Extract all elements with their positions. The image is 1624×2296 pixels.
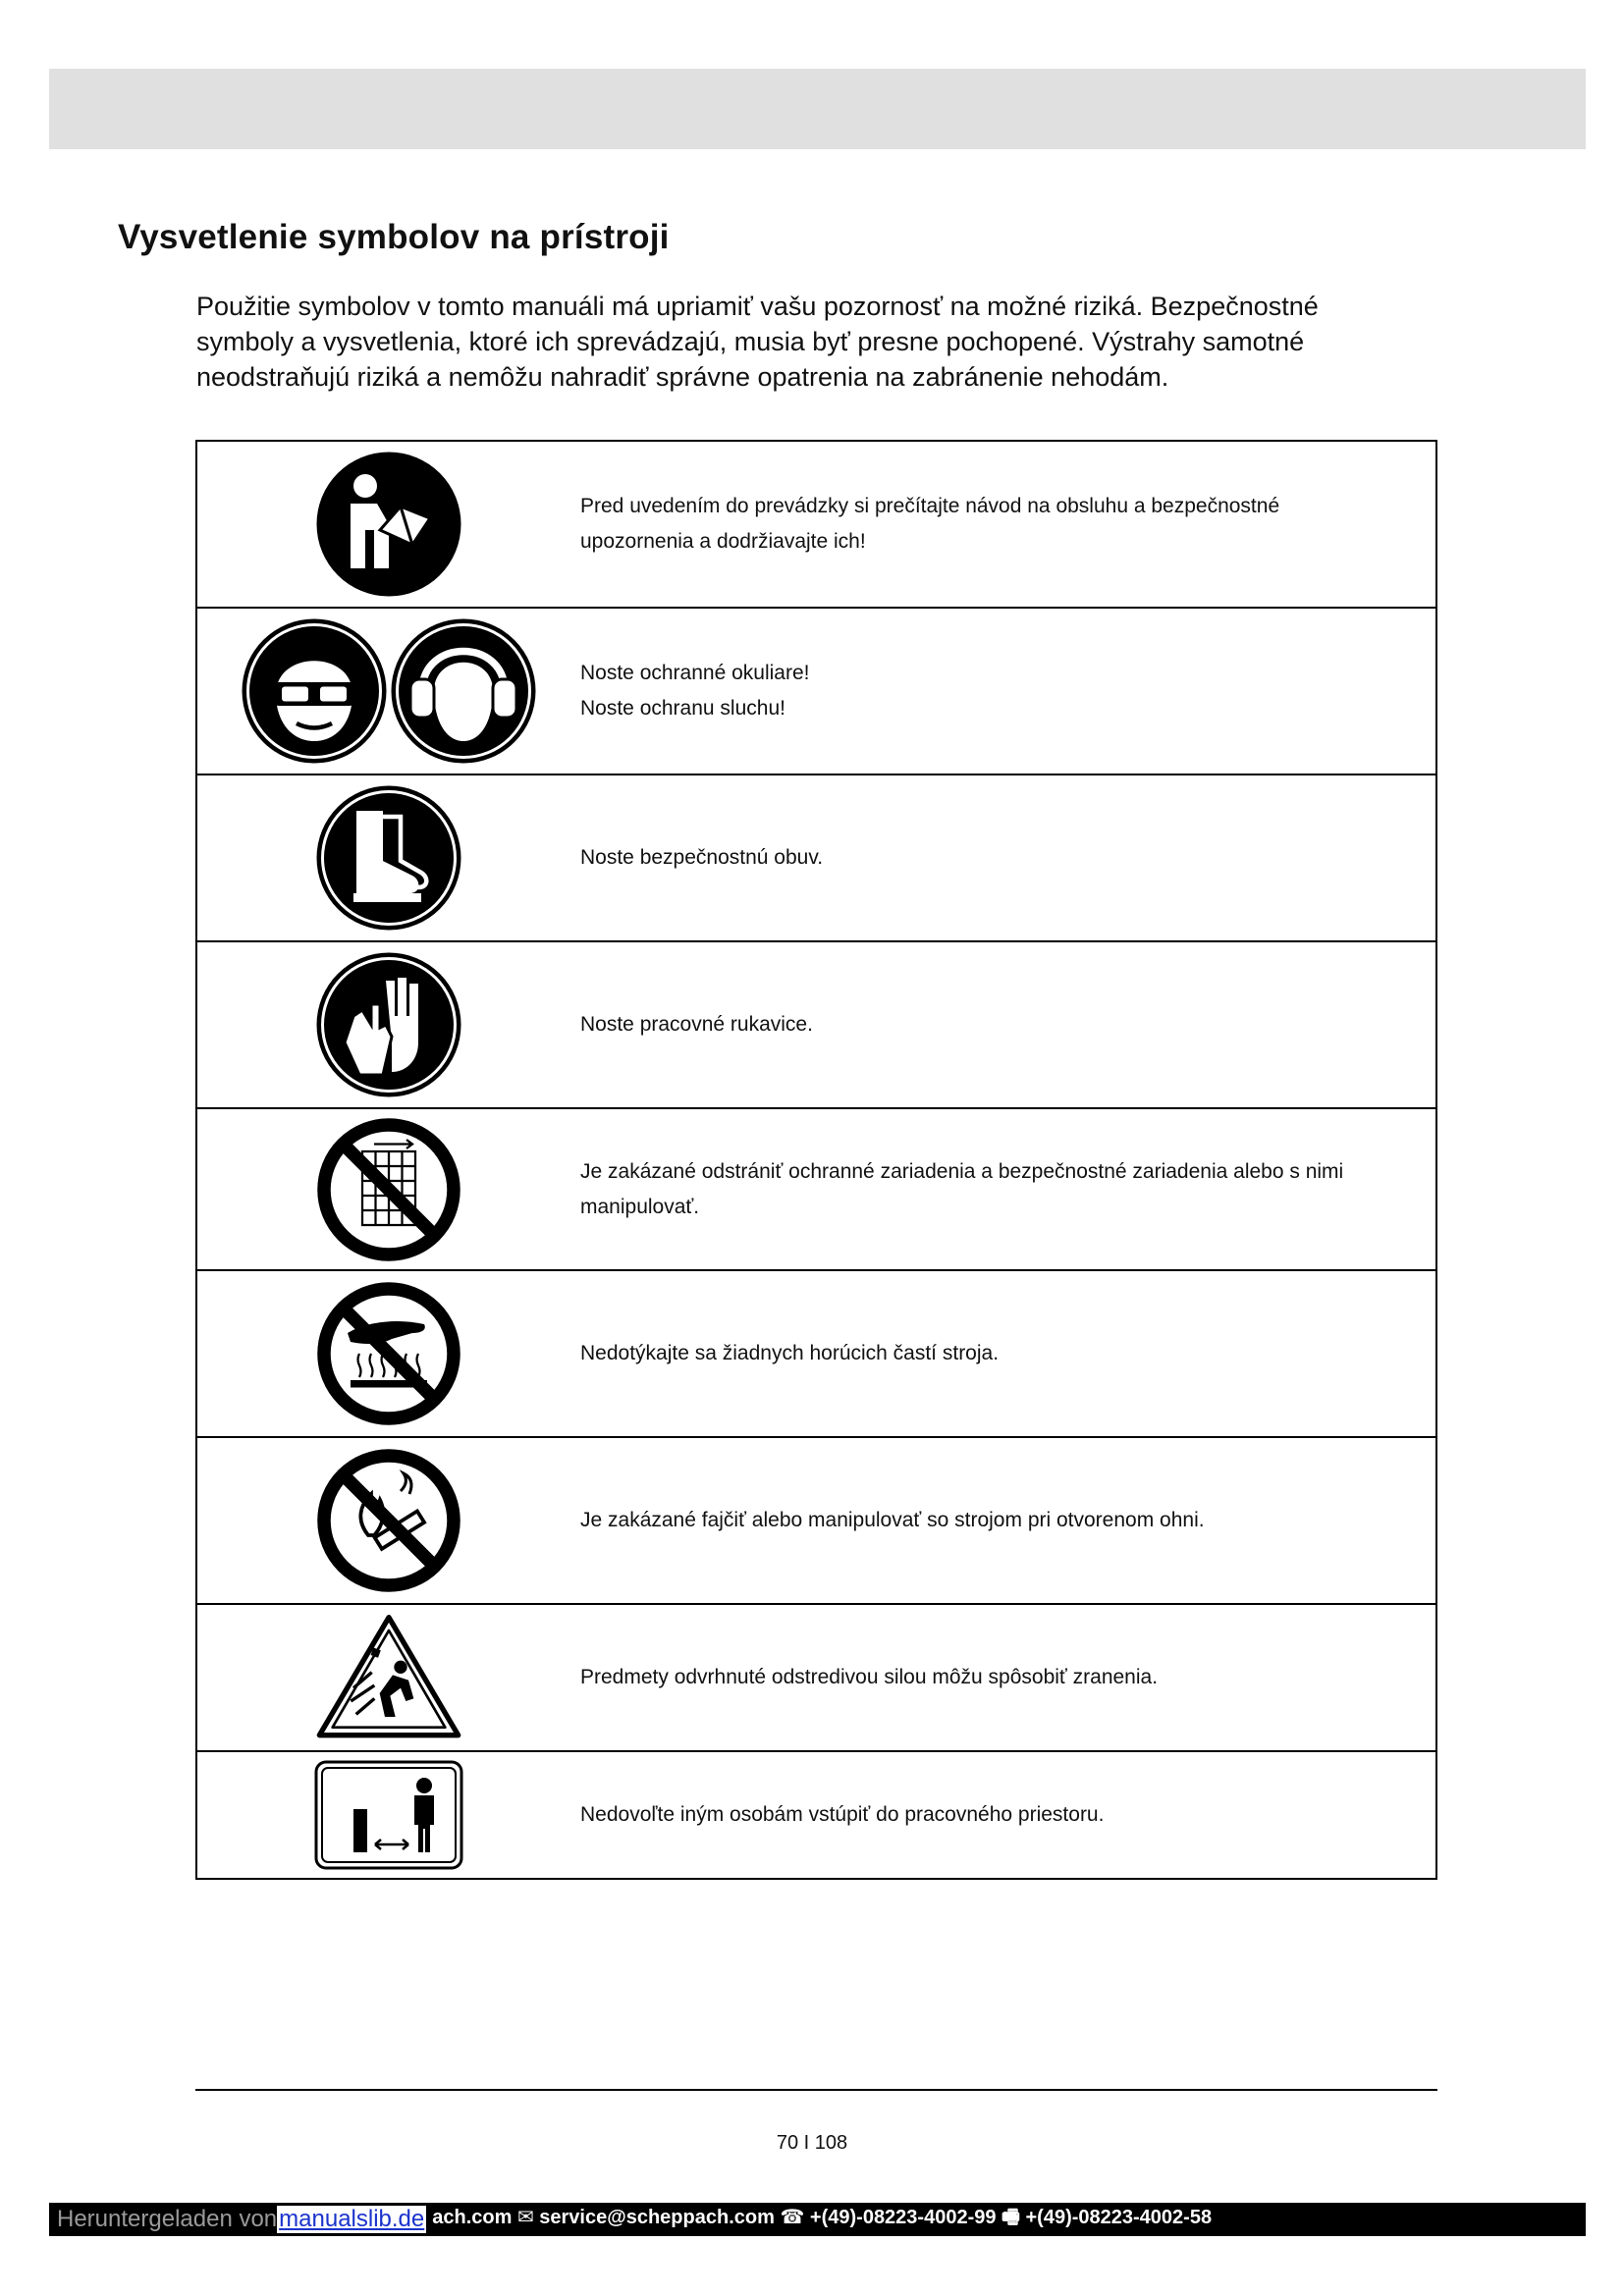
symbol-description	[580, 1660, 1435, 1695]
symbol-icon-cell	[197, 1447, 580, 1594]
downloaded-from-text: Heruntergeladen von	[57, 2206, 278, 2232]
intro-line: neodstraňujú riziká a nemôžu nahradiť správne opatrenia na zabránenie nehodám.	[196, 362, 1169, 392]
description-line: Nedovoľte iným osobám vstúpiť do pracovného priestoru.	[580, 1803, 1105, 1826]
no-guard-removal-icon	[315, 1116, 462, 1263]
symbol-row	[197, 942, 1435, 1109]
symbol-row	[197, 1438, 1435, 1605]
description-line: Nedotýkajte sa žiadnych horúcich častí stroja.	[580, 1342, 1000, 1364]
symbol-row	[197, 442, 1435, 609]
flying-objects-warning-icon	[314, 1612, 463, 1743]
no-smoking-open-flame-icon	[315, 1447, 462, 1594]
symbol-table	[195, 440, 1437, 1880]
description-line: Predmety odvrhnuté odstredivou silou môžu spôsobiť zranenia.	[580, 1666, 1159, 1688]
description-line: Noste bezpečnostnú obuv.	[580, 846, 824, 869]
description-line: Noste ochranu sluchu!	[580, 697, 785, 720]
symbol-row	[197, 609, 1435, 775]
symbol-row	[197, 1605, 1435, 1752]
safety-goggles-icon	[241, 617, 388, 765]
page-number: 70 I 108	[776, 2132, 848, 2154]
symbol-description	[580, 489, 1435, 560]
symbol-icon-cell	[197, 451, 580, 598]
safety-boots-icon	[315, 784, 462, 932]
symbol-description	[580, 1336, 1435, 1371]
description-line: Pred uvedením do prevádzky si prečítajte návod na obsluhu a bezpečnostné	[580, 495, 1280, 517]
description-line: Je zakázané fajčiť alebo manipulovať so strojom pri otvorenom ohni.	[580, 1509, 1205, 1531]
symbol-icon-cell	[197, 1612, 580, 1743]
description-line: Noste pracovné rukavice.	[580, 1013, 813, 1036]
download-footer-bar	[49, 2203, 1586, 2236]
ear-protection-icon	[390, 617, 537, 765]
symbol-icon-cell	[197, 1116, 580, 1263]
symbol-description	[580, 1797, 1435, 1833]
symbol-icon-cell	[197, 1760, 580, 1870]
work-gloves-icon	[315, 951, 462, 1098]
no-touch-hot-surface-icon	[315, 1280, 462, 1427]
intro-line: Použitie symbolov v tomto manuáli má upriamiť vašu pozornosť na možné riziká. Bezpečnostné	[196, 292, 1319, 321]
symbol-description	[580, 1503, 1435, 1538]
keep-distance-icon	[314, 1760, 463, 1870]
intro-paragraph	[196, 289, 1473, 395]
manualslib-link[interactable]: manualslib.de	[279, 2206, 425, 2232]
symbol-description	[580, 840, 1435, 876]
symbol-icon-cell	[197, 617, 580, 765]
symbol-description	[580, 1154, 1435, 1225]
page-title: Vysvetlenie symbolov na prístroji	[118, 218, 670, 256]
symbol-icon-cell	[197, 1280, 580, 1427]
symbol-row	[197, 1271, 1435, 1438]
description-line: Noste ochranné okuliare!	[580, 662, 810, 684]
read-manual-icon	[315, 451, 462, 598]
symbol-row	[197, 775, 1435, 942]
symbol-row	[197, 1109, 1435, 1271]
contact-info: ach.com ✉ service@scheppach.com ☎ +(49)-08223-4002-99 🖷 +(49)-08223-4002-58	[432, 2207, 1213, 2228]
description-line: upozornenia a dodržiavajte ich!	[580, 530, 866, 553]
description-line: manipulovať.	[580, 1195, 700, 1218]
symbol-row	[197, 1752, 1435, 1878]
description-line: Je zakázané odstrániť ochranné zariadenia a bezpečnostné zariadenia alebo s nimi	[580, 1159, 1344, 1183]
symbol-description	[580, 656, 1435, 726]
symbol-icon-cell	[197, 784, 580, 932]
intro-line: symboly a vysvetlenia, ktoré ich sprevádzajú, musia byť presne pochopené. Výstrahy samotné	[196, 327, 1305, 356]
symbol-icon-cell	[197, 951, 580, 1098]
header-bar	[49, 69, 1586, 149]
footer-divider	[195, 2089, 1437, 2091]
symbol-description	[580, 1007, 1435, 1042]
